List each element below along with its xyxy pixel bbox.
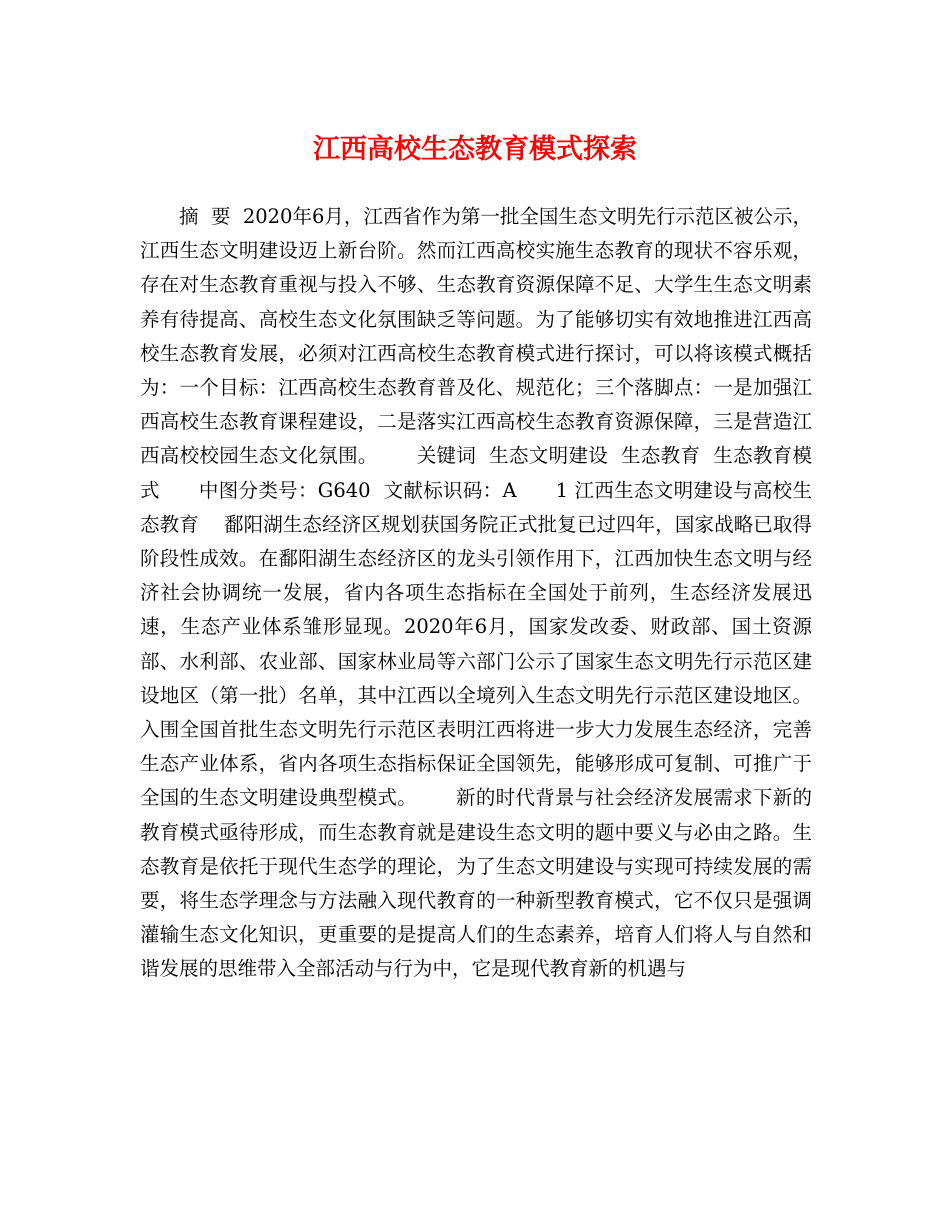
document-title: 江西高校生态教育模式探索 [313, 134, 637, 165]
document-body: 摘 要 2020年6月，江西省作为第一批全国生态文明先行示范区被公示，江西生态文明建设迈上新台阶。然而江西高校实施生态教育的现状不容乐观，存在对生态教育重视与投入不够、生态教育资源保障不足、大学生生态文明素养有待提高、高校生态文化氛围缺乏等问题。为了能够切实有效地推进江西高校生态教育发展，必须对江西高校生态教育模式进行探讨，可以将该模式概括为：一个目标：江西高校生态教育普及化、规范化；三个落脚点：一是加强江西高校生态教育课程建设，二是落实江西高校生态教育资源保障，三是营造江西高校校园生态文化氛围。 关键词 生态文明建设 生态教育 生态教育模式 中图分类号：G640 文献标识码：A 1 江西生态文明建设与高校生态教育 鄱阳湖生态经济区规划获国务院正式批复已过四年，国家战略已取得阶段性成效。在鄱阳湖生态经济区的龙头引领作用下，江西加快生态文明与经济社会协调统一发展，省内各项生态指标在全国处于前列，生态经济发展迅速，生态产业体系雏形显现。2020年6月，国家发改委、财政部、国土资源部、水利部、农业部、国家林业局等六部门公示了国家生态文明先行示范区建设地区（第一批）名单，其中江西以全境列入生态文明先行示范区建设地区。入围全国首批生态文明先行示范区表明江西将进一步大力发展生态经济，完善生态产业体系，省内各项生态指标保证全国领先，能够形成可复制、可推广于全国的生态文明建设典型模式。 新的时代背景与社会经济发展需求下新的教育模式亟待形成，而生态教育就是建设生态文明的题中要义与必由之路。生态教育是依托于现代生态学的理论，为了生态文明建设与实现可持续发展的需要，将生态学理念与方法融入现代教育的一种新型教育模式，它不仅只是强调灌输生态文化知识，更重要的是提高人们的生态素养，培育人们将人与自然和谐发展的思维带入全部活动与行为中，它是现代教育新的机遇与 [140, 205, 812, 981]
